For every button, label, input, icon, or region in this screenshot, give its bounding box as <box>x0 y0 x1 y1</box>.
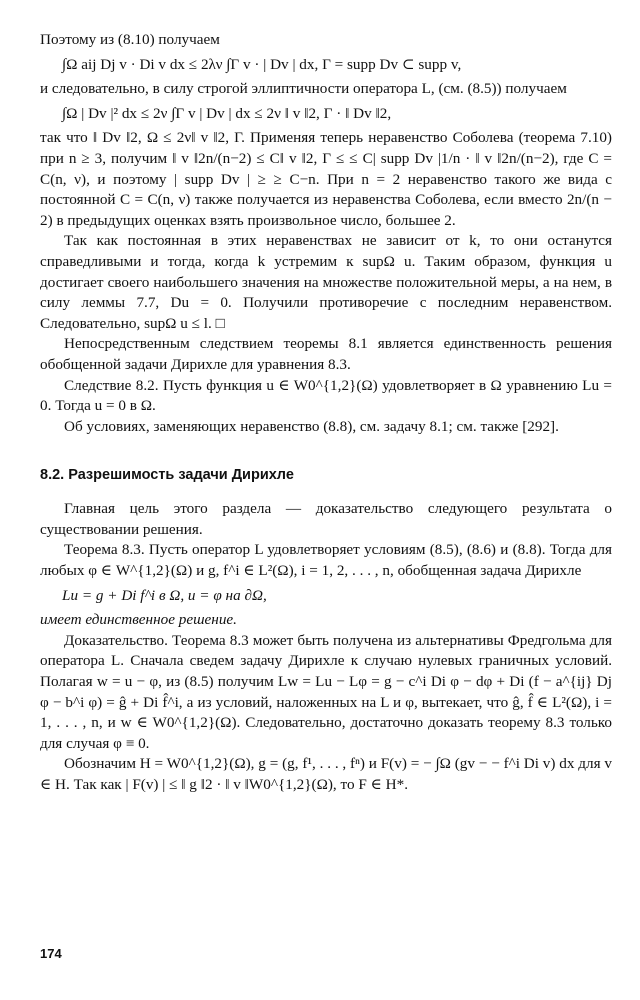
page-number: 174 <box>40 946 62 961</box>
theorem: Теорема 8.3. Пусть оператор L удовлетворяет условиям (8.5), (8.6) и (8.8). Тогда для любых φ ∈ W^{1,2}(Ω) и g, f^i ∈ L²(Ω), i = 1, 2, . . . , n, обобщенная задача Дирихле <box>40 541 612 580</box>
paragraph: Об условиях, заменяющих неравенство (8.8), см. задачу 8.1; см. также [292]. <box>64 417 559 435</box>
paragraph: и следовательно, в силу строгой эллиптичности оператора L, (см. (8.5)) получаем <box>40 80 567 98</box>
text-line: имеет единственное решение. <box>40 611 237 629</box>
paragraph: так что ‖ Dv ‖2, Ω ≤ 2ν‖ v ‖2, Γ. Применяя теперь неравенство Соболева (теорема 7.10) при n ≥ 3, получим ‖ v ‖2n/(n−2) ≤ C‖ v ‖2, Γ ≤ ≤ C| supp Dv |1/n · ‖ v ‖2n/(n−2), где C = C(n, ν), и поэтому | supp Dv | ≥ ≥ C−n. При n = 2 неравенство такого же вида с постоянной C = C(n, ν) также получается из неравенства Соболева, если вместо 2n/(n − 2) в предыдущих оценках взять произвольное число, большее 2. <box>40 129 612 229</box>
formula: ∫Ω | Dv |² dx ≤ 2ν ∫Γ v | Dv | dx ≤ 2ν ‖ v ‖2, Γ · ‖ Dv ‖2, <box>62 104 392 122</box>
section-heading: 8.2. Разрешимость задачи Дирихле <box>40 467 294 484</box>
paragraph: Так как постоянная в этих неравенствах не зависит от k, то они останутся справедливыми и тогда, когда k устремим к supΩ u. Таким образом, функция u достигает своего наибольшего значения на множестве положительной меры, а на нем, в силу леммы 7.7, Du = 0. Получили противоречие с последним неравенством. Следовательно, supΩ u ≤ l. □ <box>40 232 612 332</box>
proof: Доказательство. Теорема 8.3 может быть получена из альтернативы Фредгольма для оператора L. Сначала сведем задачу Дирихле к случаю нулевых граничных условий. Полагая w = u − φ, из (8.5) получим Lw = Lu − Lφ = g − c^i Di φ − dφ + Di (f − a^{ij} Dj φ − b^i φ) = ĝ + Di f̂^i, а из условий, наложенных на L и φ, вытекает, что ĝ, f̂ ∈ L²(Ω), i = 1, . . . , n, и w ∈ W0^{1,2}(Ω). Следовательно, достаточно доказать теорему 8.3 только для случая φ ≡ 0. <box>40 631 612 752</box>
page-body <box>40 30 612 796</box>
paragraph: Непосредственным следствием теоремы 8.1 является единственность решения обобщенной задачи Дирихле для уравнения 8.3. <box>40 335 612 373</box>
paragraph: Главная цель этого раздела — доказательство следующего результата о существовании решения. <box>40 500 612 538</box>
corollary: Следствие 8.2. Пусть функция u ∈ W0^{1,2}(Ω) удовлетворяет в Ω уравнению Lu = 0. Тогда u = 0 в Ω. <box>40 376 612 415</box>
formula: ∫Ω aij Dj v · Di v dx ≤ 2λν ∫Γ v · | Dv | dx, Γ = supp Dv ⊂ supp v, <box>62 55 462 73</box>
paragraph: Обозначим H = W0^{1,2}(Ω), g = (g, f¹, . . . , fⁿ) и F(v) = − ∫Ω (gv − − f^i Di v) dx для v ∈ H. Так как | F(v) | ≤ ‖ g ‖2 · ‖ v ‖W0^{1,2}(Ω), то F ∈ H*. <box>40 755 612 793</box>
formula: Lu = g + Di f^i в Ω, u = φ на ∂Ω, <box>62 586 267 604</box>
text-line: Поэтому из (8.10) получаем <box>40 31 220 48</box>
